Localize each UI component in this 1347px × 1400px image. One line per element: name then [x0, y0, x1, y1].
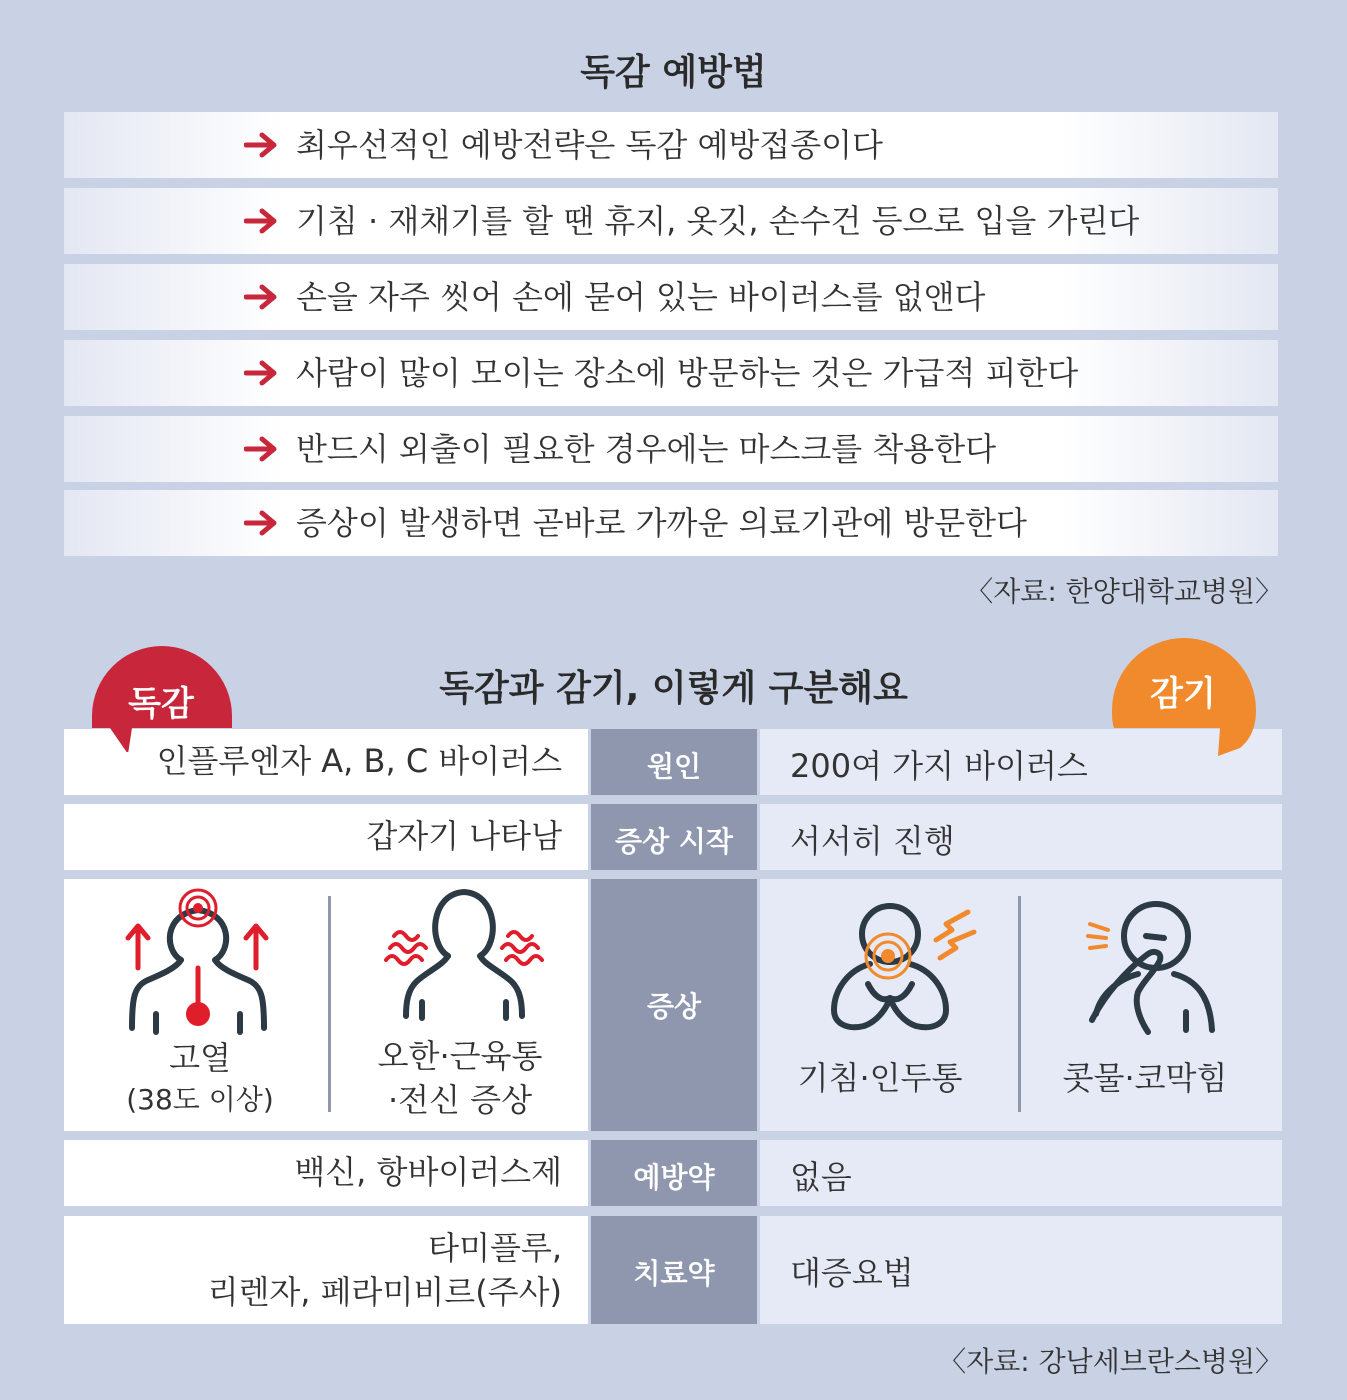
category-prevention [591, 1140, 757, 1206]
prevention-item [64, 188, 1278, 254]
category-cause [591, 729, 757, 795]
arrow-right-icon [244, 207, 280, 235]
chills-label: 오한·근육통 [377, 1037, 543, 1075]
category-cause-label: 원인 [646, 750, 702, 783]
fever-note: (38도 이상) [126, 1083, 274, 1116]
prevention-item [64, 340, 1278, 406]
category-onset-label: 증상 시작 [615, 825, 733, 858]
cold-prevention-text: 없음 [790, 1158, 852, 1196]
comparison-title: 독감과 감기, 이렇게 구분해요 [439, 668, 908, 709]
flu-onset-text: 갑자기 나타남 [366, 817, 562, 855]
prevention-item-text: 최우선적인 예방전략은 독감 예방접종이다 [296, 126, 883, 164]
runny-nose-icon [1086, 896, 1222, 1036]
arrow-right-icon [244, 435, 280, 463]
flu-badge-label: 독감 [128, 684, 194, 724]
flu-prevention-cell [64, 1140, 588, 1206]
arrow-right-icon [244, 131, 280, 159]
arrow-right-icon [244, 283, 280, 311]
sore-throat-label: 기침·인두통 [797, 1059, 963, 1097]
category-onset [591, 804, 757, 870]
prevention-source: 〈자료: 한양대학교병원〉 [965, 575, 1283, 608]
category-treatment-label: 치료약 [633, 1257, 715, 1290]
prevention-item-text: 반드시 외출이 필요한 경우에는 마스크를 착용한다 [296, 430, 997, 468]
chills-icon [384, 886, 544, 1026]
cold-badge [1110, 632, 1260, 742]
prevention-title: 독감 예방법 [580, 52, 767, 93]
cold-onset-cell [760, 804, 1282, 870]
flu-onset-cell [64, 804, 588, 870]
category-symptoms [591, 879, 757, 1131]
cold-prevention-cell [760, 1140, 1282, 1206]
prevention-item-text: 사람이 많이 모이는 장소에 방문하는 것은 가급적 피한다 [296, 354, 1079, 392]
flu-badge [88, 642, 238, 752]
cold-treatment-cell [760, 1216, 1282, 1324]
category-treatment [591, 1216, 757, 1324]
arrow-right-icon [244, 359, 280, 387]
prevention-item [64, 112, 1278, 178]
cold-onset-text: 서서히 진행 [790, 822, 955, 860]
cold-badge-label: 감기 [1150, 674, 1216, 714]
cold-cause-text: 200여 가지 바이러스 [790, 747, 1088, 785]
prevention-item [64, 490, 1278, 556]
flu-cause-text: 인플루엔자 A, B, C 바이러스 [156, 742, 562, 780]
divider [1018, 896, 1021, 1112]
fever-icon [116, 888, 282, 1040]
sore-throat-icon [828, 900, 984, 1040]
flu-treatment-cell [64, 1216, 588, 1324]
flu-treatment-text-2: 리렌자, 페라미비르(주사) [207, 1273, 562, 1311]
prevention-item [64, 416, 1278, 482]
divider [328, 896, 331, 1112]
prevention-item-text: 손을 자주 씻어 손에 묻어 있는 바이러스를 없앤다 [296, 278, 986, 316]
fever-label: 고열 [169, 1039, 231, 1077]
arrow-right-icon [244, 509, 280, 537]
flu-treatment-text-1: 타미플루, [428, 1229, 562, 1267]
prevention-item-text: 증상이 발생하면 곧바로 가까운 의료기관에 방문한다 [296, 504, 1027, 542]
chills-label-2: ·전신 증상 [388, 1081, 532, 1119]
prevention-item-text: 기침 · 재채기를 할 땐 휴지, 옷깃, 손수건 등으로 입을 가린다 [296, 202, 1140, 240]
runny-nose-label: 콧물·코막힘 [1062, 1059, 1228, 1097]
cold-treatment-text: 대증요법 [790, 1254, 914, 1292]
flu-prevention-text: 백신, 항바이러스제 [294, 1153, 562, 1191]
prevention-item [64, 264, 1278, 330]
category-symptoms-label: 증상 [646, 990, 702, 1023]
category-prevention-label: 예방약 [633, 1161, 715, 1194]
comparison-source: 〈자료: 강남세브란스병원〉 [938, 1345, 1283, 1378]
